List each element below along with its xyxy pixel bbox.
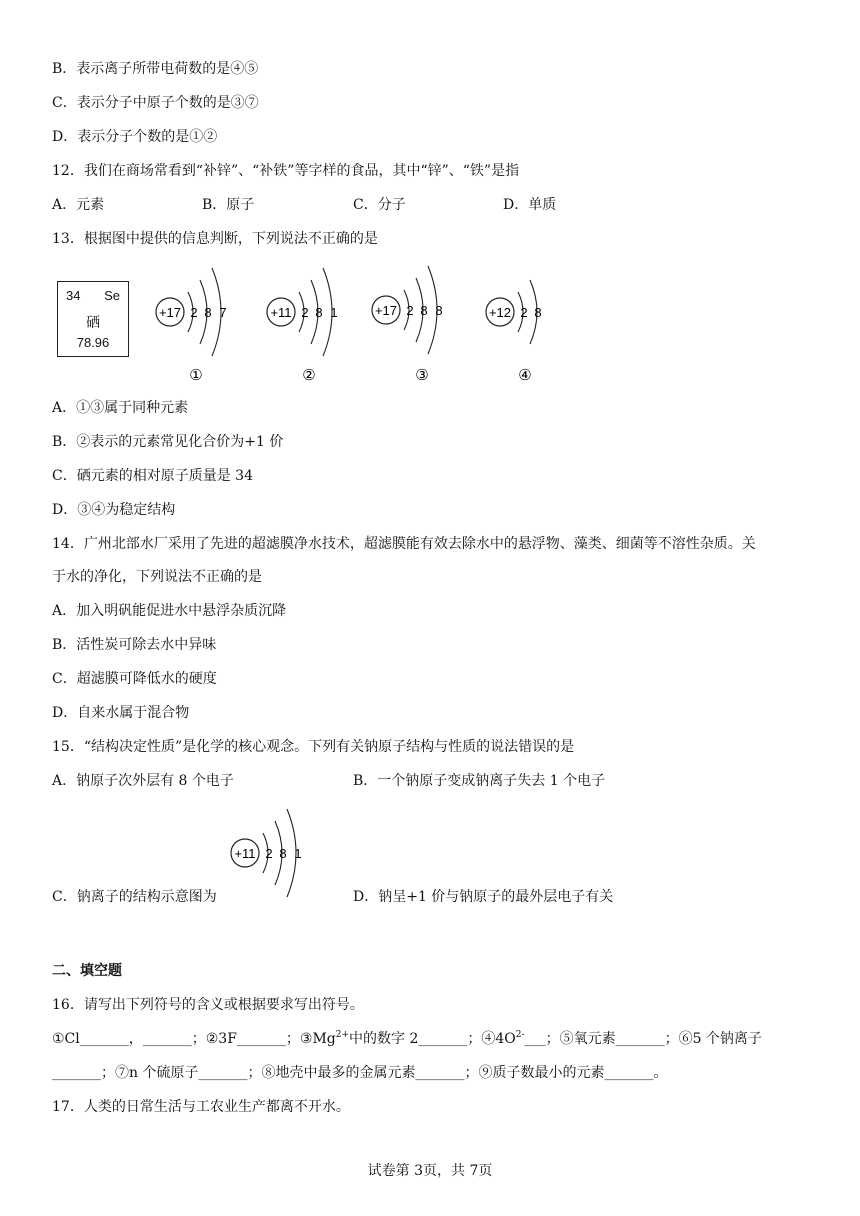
svg-text:2: 2 bbox=[406, 303, 414, 318]
page-footer: 试卷第 3页，共 7页 bbox=[367, 1163, 493, 1179]
q13-option-d: D．③④为稳定结构 bbox=[52, 502, 176, 518]
q11-option-d: D．表示分子个数的是①② bbox=[52, 129, 218, 145]
nucleus-label: +11 bbox=[234, 846, 256, 861]
q14-option-c: C．超滤膜可降低水的硬度 bbox=[52, 671, 217, 687]
atom-label: ① bbox=[189, 367, 203, 384]
q13-option-c: C．硒元素的相对原子质量是 34 bbox=[52, 468, 253, 484]
atom-label: ② bbox=[302, 367, 316, 384]
q13-option-a: A．①③属于同种元素 bbox=[52, 400, 189, 416]
svg-text:7: 7 bbox=[219, 305, 227, 320]
q15-option-d: D．钠呈+1 价与钠原子的最外层电子有关 bbox=[353, 889, 614, 905]
q15-option-b: B．一个钠原子变成钠离子失去 1 个电子 bbox=[353, 773, 606, 789]
svg-text:8: 8 bbox=[420, 303, 428, 318]
element-name: 硒 bbox=[86, 315, 100, 331]
q15-option-a: A．钠原子次外层有 8 个电子 bbox=[52, 773, 234, 789]
nucleus-label: +17 bbox=[374, 303, 398, 318]
svg-text:8: 8 bbox=[534, 305, 542, 320]
svg-text:8: 8 bbox=[435, 303, 443, 318]
atomic-mass: 78.96 bbox=[76, 335, 110, 350]
atom-diagram-4 bbox=[482, 262, 582, 382]
atomic-number: 34 bbox=[66, 288, 81, 303]
svg-text:8: 8 bbox=[204, 305, 212, 320]
atom-diagram-1 bbox=[150, 262, 250, 382]
svg-text:8: 8 bbox=[315, 305, 323, 320]
sodium-atom-diagram bbox=[228, 803, 328, 903]
atom-label: ③ bbox=[415, 367, 429, 384]
q12-option-b: B．原子 bbox=[202, 197, 255, 213]
nucleus-label: +12 bbox=[488, 305, 512, 320]
q17-stem: 17．人类的日常生活与工农业生产都离不开水。 bbox=[52, 1099, 350, 1115]
q14-option-b: B．活性炭可除去水中异味 bbox=[52, 637, 217, 653]
q12-option-d: D．单质 bbox=[503, 197, 557, 213]
atom-label: ④ bbox=[518, 367, 532, 384]
svg-text:1: 1 bbox=[294, 846, 302, 861]
q14-option-a: A．加入明矾能促进水中悬浮杂质沉降 bbox=[52, 603, 287, 619]
q12-option-a: A．元素 bbox=[52, 197, 105, 213]
q14-option-d: D．自来水属于混合物 bbox=[52, 705, 190, 721]
svg-text:2: 2 bbox=[301, 305, 309, 320]
svg-text:2: 2 bbox=[520, 305, 528, 320]
atom-diagram-3 bbox=[370, 262, 470, 382]
q12-stem: 12．我们在商场常看到“补锌”、“补铁”等字样的食品，其中“锌”、“铁”是指 bbox=[52, 163, 520, 179]
q14-stem-line1: 14．广州北部水厂采用了先进的超滤膜净水技术，超滤膜能有效去除水中的悬浮物、藻类、细菌等不溶性杂质。关 bbox=[52, 536, 756, 552]
nucleus-label: +11 bbox=[270, 305, 292, 320]
q13-option-b: B．②表示的元素常见化合价为+1 价 bbox=[52, 434, 284, 450]
q12-option-c: C．分子 bbox=[353, 197, 406, 213]
q13-stem: 13．根据图中提供的信息判断，下列说法不正确的是 bbox=[52, 231, 378, 247]
q15-stem: 15．“结构决定性质”是化学的核心观念。下列有关钠原子结构与性质的说法错误的是 bbox=[52, 739, 575, 755]
q16-line1: ①Cl_______，_______；②3F_______；$③Mg^{2+}$中的数字 2_______；$④4O^{2-}\_\_\_$；⑤氧元素_______；⑥5 个钠离子 bbox=[52, 1030, 762, 1047]
q16-stem: 16．请写出下列符号的含义或根据要求写出符号。 bbox=[52, 997, 364, 1013]
svg-text:2: 2 bbox=[265, 846, 273, 861]
element-card-selenium bbox=[57, 281, 129, 357]
section-title: 二、填空题 bbox=[52, 963, 122, 979]
svg-text:8: 8 bbox=[279, 846, 287, 861]
q15-option-c: C．钠离子的结构示意图为 bbox=[52, 889, 217, 905]
q11-option-c: C．表示分子中原子个数的是③⑦ bbox=[52, 95, 259, 111]
q16-line2: _______；⑦n 个硫原子_______；⑧地壳中最多的金属元素_______；⑨质子数最小的元素_______。 bbox=[52, 1065, 668, 1081]
svg-text:1: 1 bbox=[330, 305, 338, 320]
atom-diagram-2 bbox=[261, 262, 361, 382]
element-symbol: Se bbox=[104, 288, 120, 303]
q14-stem-line2: 于水的净化，下列说法不正确的是 bbox=[52, 569, 262, 585]
q11-option-b: B．表示离子所带电荷数的是④⑤ bbox=[52, 61, 259, 77]
svg-text:2: 2 bbox=[190, 305, 198, 320]
nucleus-label: +17 bbox=[158, 305, 182, 320]
